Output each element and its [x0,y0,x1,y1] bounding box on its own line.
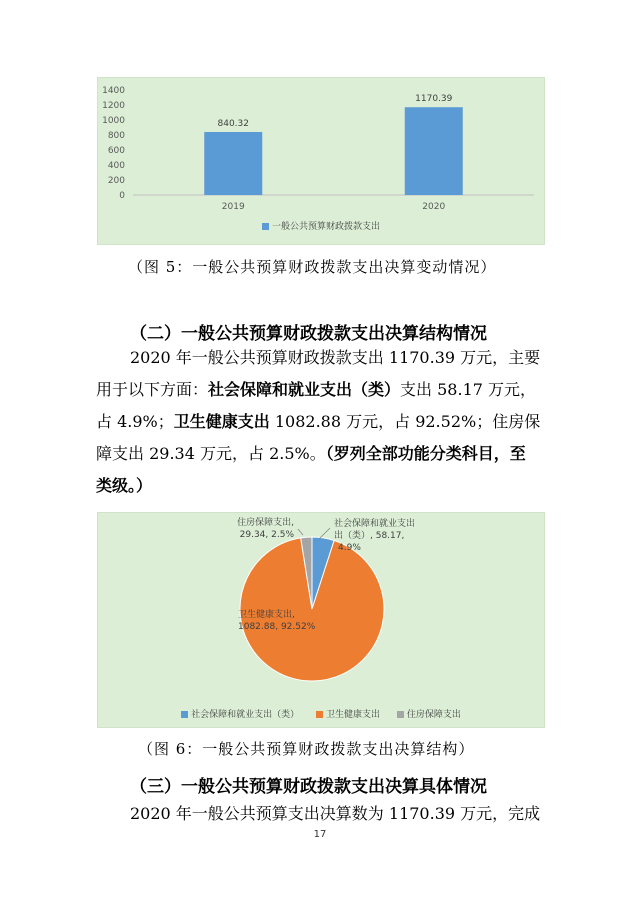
y-tick-label: 200 [107,176,125,186]
pie-label-housing-1: 住房保障支出, [237,518,294,528]
para-text: 1082.88 万元，占 92.52%；住房保 [269,412,541,431]
pie-label-social-1: 社会保障和就业支出 [334,519,416,529]
bar-2019 [204,132,262,195]
y-tick-label: 1000 [102,116,125,126]
bar-chart-legend [98,219,544,232]
pie-label-health-1: 卫生健康支出, [238,610,295,620]
para-line-3 [96,406,556,438]
legend-item-social [181,710,299,720]
leader-line-housing [298,529,303,535]
para-text: 障支出 29.34 万元，占 2.5%。 [96,444,326,463]
pie-chart [98,513,544,727]
legend-label-housing: 住房保障支出 [406,710,461,720]
legend-label-bar: 一般公共预算财政拨款支出 [271,222,380,232]
legend-swatch-health [316,711,323,718]
legend-item-health [316,710,380,720]
bar-chart-container [97,77,545,245]
para-bold: 类级。） [96,476,153,495]
y-tick-label: 1400 [102,86,125,96]
para-line-1: 2020 年一般公共预算财政拨款支出 1170.39 万元，主要 [130,348,541,367]
x-tick-label: 2020 [422,202,446,212]
y-tick-label: 600 [107,146,125,156]
y-tick-label: 400 [107,161,125,171]
section-3-paragraph: 2020 年一般公共预算支出决算数为 1170.39 万元，完成 [130,804,541,823]
section-3-heading: （三）一般公共预算财政拨款支出决算具体情况 [130,777,487,797]
para-line-2 [96,374,556,406]
y-tick-label: 0 [119,191,125,201]
para-text: 占 4.9%； [96,412,174,431]
pie-chart-legend [98,707,544,720]
legend-label-health: 卫生健康支出 [325,710,380,720]
pie-chart-container [97,512,545,728]
para-bold: 卫生健康支出 [173,412,270,431]
y-tick-label: 1200 [102,101,125,111]
pie-label-social-2: 出（类）, 58.17, [334,531,405,541]
para-line-4 [96,438,556,470]
para-line-5 [96,470,556,502]
pie-label-housing-2: 29.34, 2.5% [239,530,294,540]
y-tick-label: 800 [107,131,125,141]
legend-item-housing [397,710,461,720]
figure-6-caption: （图 6：一般公共预算财政拨款支出决算结构） [138,740,475,758]
figure-5-caption: （图 5：一般公共预算财政拨款支出决算变动情况） [128,258,497,276]
legend-swatch-social [181,711,188,718]
bar-2020 [405,107,463,195]
para-bold: （罗列全部功能分类科目，至 [325,444,526,463]
bar-data-label: 840.32 [217,118,249,129]
legend-label-social: 社会保障和就业支出（类） [191,710,300,720]
x-tick-label: 2019 [221,202,245,212]
pie-label-health-2: 1082.88, 92.52% [238,622,316,632]
page-number: 17 [313,829,327,840]
para-bold: 社会保障和就业支出（类） [208,380,401,399]
leader-line-social [319,528,330,539]
section-2-paragraph [96,342,556,502]
bar-data-label: 1170.39 [415,94,453,105]
section-2-heading: （二）一般公共预算财政拨款支出决算结构情况 [130,324,487,344]
pie-label-social-3: 4.9% [338,543,361,553]
legend-swatch-housing [397,711,404,718]
para-text: 支出 58.17 万元， [400,380,537,399]
para-text: 用于以下方面： [96,380,209,399]
legend-swatch-bar [262,223,269,230]
